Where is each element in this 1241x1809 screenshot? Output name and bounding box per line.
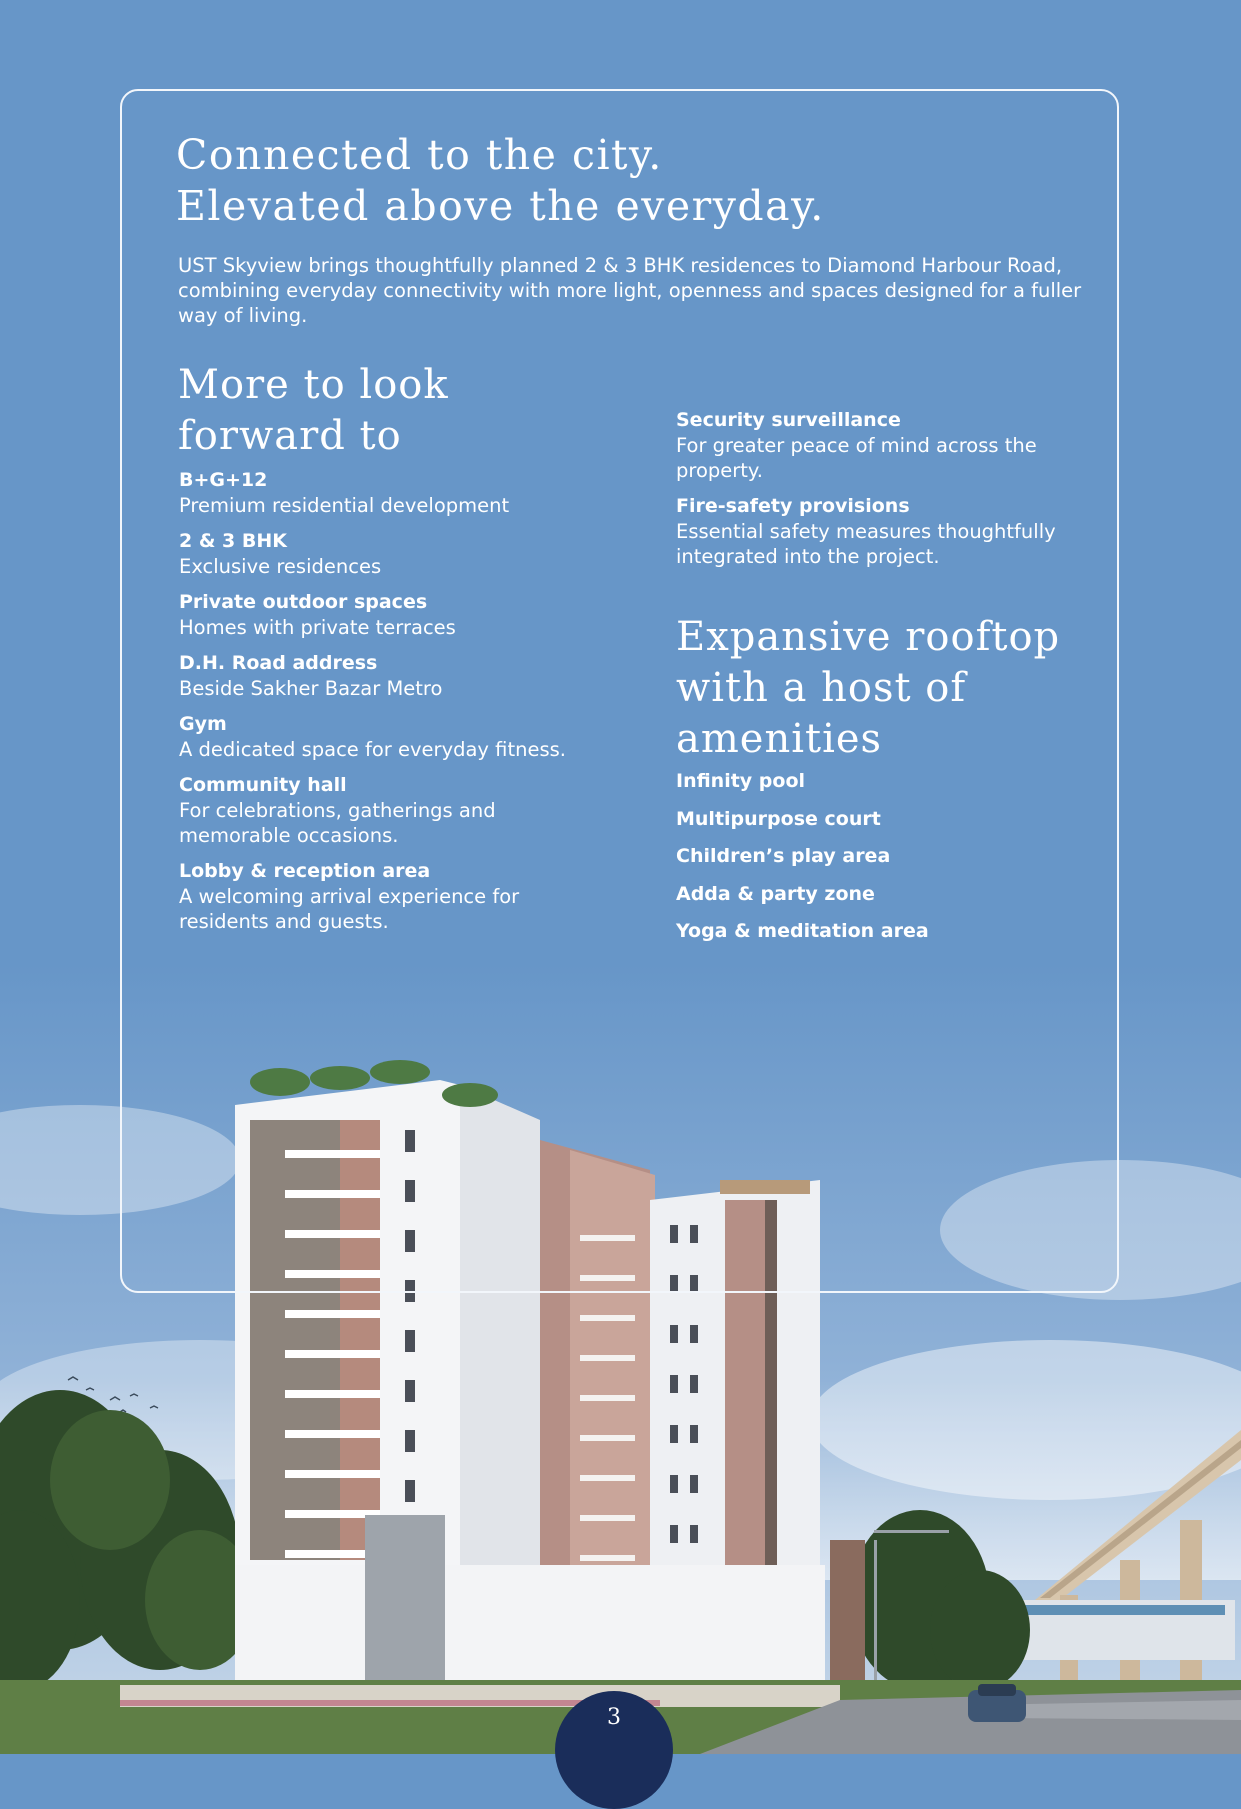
amenity-item: Children’s play area xyxy=(676,845,891,867)
page-number-badge xyxy=(555,1691,673,1809)
features-section-title xyxy=(178,360,449,462)
feature-desc: A dedicated space for everyday fitness. xyxy=(179,738,566,761)
feature-desc: Exclusive residences xyxy=(179,555,382,578)
feature-title: Community hall xyxy=(179,774,347,796)
safety-item xyxy=(676,494,1096,569)
feature-item xyxy=(179,590,599,640)
feature-desc: Premium residential development xyxy=(179,494,510,517)
safety-desc: For greater peace of mind across the property. xyxy=(676,434,1037,482)
rooftop-title-line-2: with a host of xyxy=(676,665,967,711)
feature-title: Lobby & reception area xyxy=(179,860,431,882)
rooftop-title-line-3: amenities xyxy=(676,716,883,762)
features-title-line-2: forward to xyxy=(178,413,402,459)
safety-list xyxy=(676,408,1096,580)
feature-item xyxy=(179,651,599,701)
headline-line-1: Connected to the city. xyxy=(176,131,663,179)
feature-item xyxy=(179,773,599,848)
feature-desc: For celebrations, gatherings and memorable occasions. xyxy=(179,799,496,847)
feature-title: Private outdoor spaces xyxy=(179,591,428,613)
feature-title: Gym xyxy=(179,713,227,735)
feature-title: B+G+12 xyxy=(179,469,268,491)
feature-title: D.H. Road address xyxy=(179,652,378,674)
feature-item xyxy=(179,712,599,762)
page-headline xyxy=(176,130,825,232)
safety-title: Fire-safety provisions xyxy=(676,495,910,517)
amenity-item: Yoga & meditation area xyxy=(676,920,929,942)
rooftop-title-line-1: Expansive rooftop xyxy=(676,614,1061,660)
safety-title: Security surveillance xyxy=(676,409,901,431)
feature-desc: A welcoming arrival experience for residents and guests. xyxy=(179,885,520,933)
features-title-line-1: More to look xyxy=(178,362,449,408)
feature-item xyxy=(179,859,599,934)
feature-desc: Beside Sakher Bazar Metro xyxy=(179,677,443,700)
intro-paragraph: UST Skyview brings thoughtfully planned 2 & 3 BHK residences to Diamond Harbour Road, combining everyday connectivity with more light, openness and spaces designed for a fuller way of living. xyxy=(178,254,1082,327)
page-number: 3 xyxy=(607,1705,621,1730)
amenity-item: Adda & party zone xyxy=(676,882,875,905)
feature-title: 2 & 3 BHK xyxy=(179,530,287,552)
safety-item xyxy=(676,408,1096,483)
feature-item xyxy=(179,468,599,518)
amenity-item: Multipurpose court xyxy=(676,807,881,830)
headline-line-2: Elevated above the everyday. xyxy=(176,182,825,230)
features-list xyxy=(179,468,599,945)
feature-item xyxy=(179,529,599,579)
feature-desc: Homes with private terraces xyxy=(179,616,456,639)
rooftop-section-title xyxy=(676,612,1060,765)
amenity-item: Infinity pool xyxy=(676,770,806,792)
amenities-list xyxy=(676,769,1096,957)
safety-desc: Essential safety measures thoughtfully integrated into the project. xyxy=(676,520,1056,568)
